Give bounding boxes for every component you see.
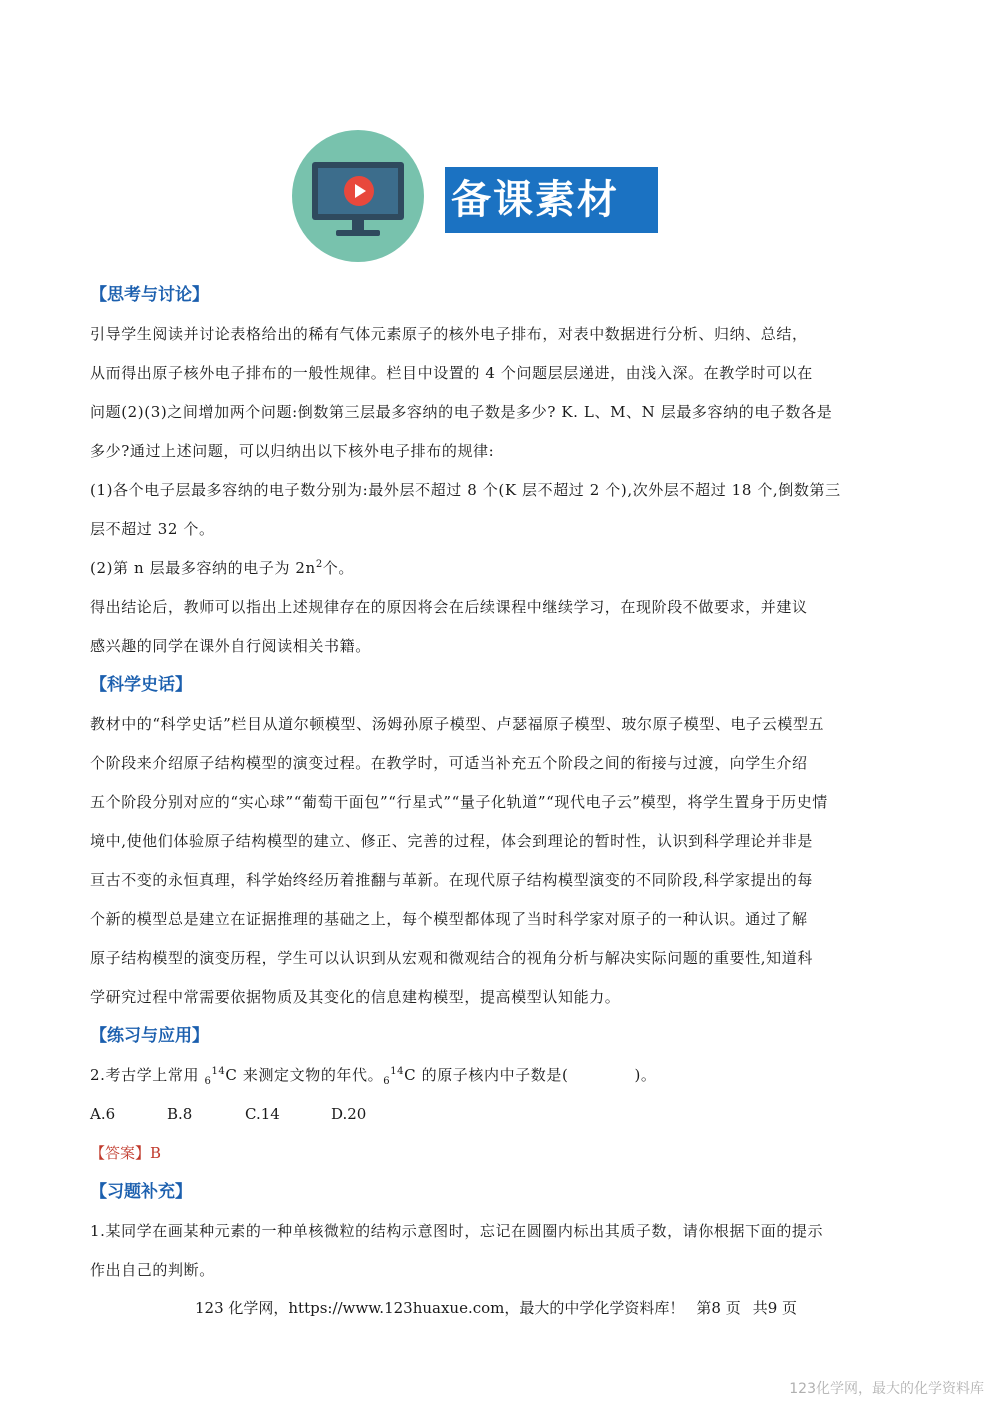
- think-line-2: 从而得出原子核外电子排布的一般性规律。栏目中设置的 4 个问题层层递进，由浅入深。在教学时可以在: [90, 364, 813, 382]
- think-line-3: 问题(2)(3)之间增加两个问题:倒数第三层最多容纳的电子数是多少? K. L、M、N 层最多容纳的电子数各是: [90, 403, 833, 421]
- watermark: 123化学网，最大的化学资料库: [789, 1381, 984, 1397]
- heading-practice: 【练习与应用】: [90, 1026, 209, 1046]
- history-line-2: 个阶段来介绍原子结构模型的演变过程。在教学时，可适当补充五个阶段之间的衔接与过渡，向学生介绍: [90, 754, 808, 772]
- answer-label: 【答案】: [90, 1144, 151, 1162]
- option-b: B.8: [167, 1105, 193, 1123]
- history-line-3: 五个阶段分别对应的“实心球”“葡萄干面包”“行星式”“量子化轨道”“现代电子云”模型，将学生置身于历史情: [90, 793, 828, 811]
- play-icon: [344, 176, 374, 206]
- answer-value: B: [150, 1144, 162, 1162]
- history-line-6: 个新的模型总是建立在证据推理的基础之上，每个模型都体现了当时科学家对原子的一种认识。通过了解: [90, 910, 808, 928]
- think-line-6: 层不超过 32 个。: [90, 520, 215, 538]
- option-a: A.6: [90, 1105, 116, 1123]
- option-c: C.14: [245, 1105, 280, 1123]
- rule-2: (2)第 n 层最多容纳的电子为 $2n^2$个。: [90, 559, 354, 577]
- monitor-play-icon: [292, 130, 424, 262]
- history-line-1: 教材中的“科学史话”栏目从道尔顿模型、汤姆孙原子模型、卢瑟福原子模型、玻尔原子模型、电子云模型五: [90, 715, 825, 733]
- extra-line-1: 1.某同学在画某种元素的一种单核微粒的结构示意图时，忘记在圆圈内标出其质子数，请你根据下面的提示: [90, 1222, 824, 1240]
- footer-total-pages: 共9 页: [752, 1299, 798, 1317]
- think-line-1: 引导学生阅读并讨论表格给出的稀有气体元素原子的核外电子排布，对表中数据进行分析、归纳、总结，: [90, 325, 808, 343]
- history-line-4: 境中,使他们体验原子结构模型的建立、修正、完善的过程，体会到理论的暂时性，认识到科学理论并非是: [90, 832, 813, 850]
- think-line-4: 多少?通过上述问题，可以归纳出以下核外电子排布的规律:: [90, 442, 495, 460]
- answer-row: [90, 1134, 906, 1173]
- history-line-7: 原子结构模型的演变历程，学生可以认识到从宏观和微观结合的视角分析与解决实际问题的重要性,知道科: [90, 949, 813, 967]
- heading-extra-exercises: 【习题补充】: [90, 1182, 192, 1202]
- history-line-8: 学研究过程中常需要依据物质及其变化的信息建构模型，提高模型认知能力。: [90, 988, 621, 1006]
- footer-site: 123 化学网，https://www.123huaxue.com，最大的中学化学资料库！: [194, 1299, 685, 1317]
- page-footer: [0, 1296, 992, 1320]
- option-d: D.20: [331, 1105, 367, 1123]
- heading-science-history: 【科学史话】: [90, 675, 192, 695]
- isotope-sup: 14: [211, 1066, 226, 1077]
- document-body: [90, 276, 906, 1290]
- options-row: [90, 1095, 906, 1134]
- heading-think-discuss: 【思考与讨论】: [90, 285, 209, 305]
- isotope-sub: 6: [204, 1076, 212, 1087]
- footer-page-number: 第8 页: [696, 1299, 741, 1317]
- history-line-5: 亘古不变的永恒真理，科学始终经历着推翻与革新。在现代原子结构模型演变的不同阶段,科学家提出的每: [90, 871, 813, 889]
- question-2: 2.考古学上常用 $_6^{14}$C 来测定文物的年代。$_6^{14}$C 的原子核内中子数是( )。: [90, 1066, 657, 1087]
- think-closing-1: 得出结论后，教师可以指出上述规律存在的原因将会在后续课程中继续学习，在现阶段不做要求，并建议: [90, 598, 808, 616]
- monitor-icon: [312, 162, 404, 220]
- banner-title: 备课素材: [451, 177, 619, 223]
- extra-line-2: 作出自己的判断。: [90, 1261, 215, 1279]
- banner: [292, 130, 662, 262]
- think-closing-2: 感兴趣的同学在课外自行阅读相关书籍。: [90, 637, 371, 655]
- think-line-5: (1)各个电子层最多容纳的电子数分别为:最外层不超过 8 个(K 层不超过 2 个),次外层不超过 18 个,倒数第三: [90, 481, 841, 499]
- banner-title-box: [445, 167, 658, 233]
